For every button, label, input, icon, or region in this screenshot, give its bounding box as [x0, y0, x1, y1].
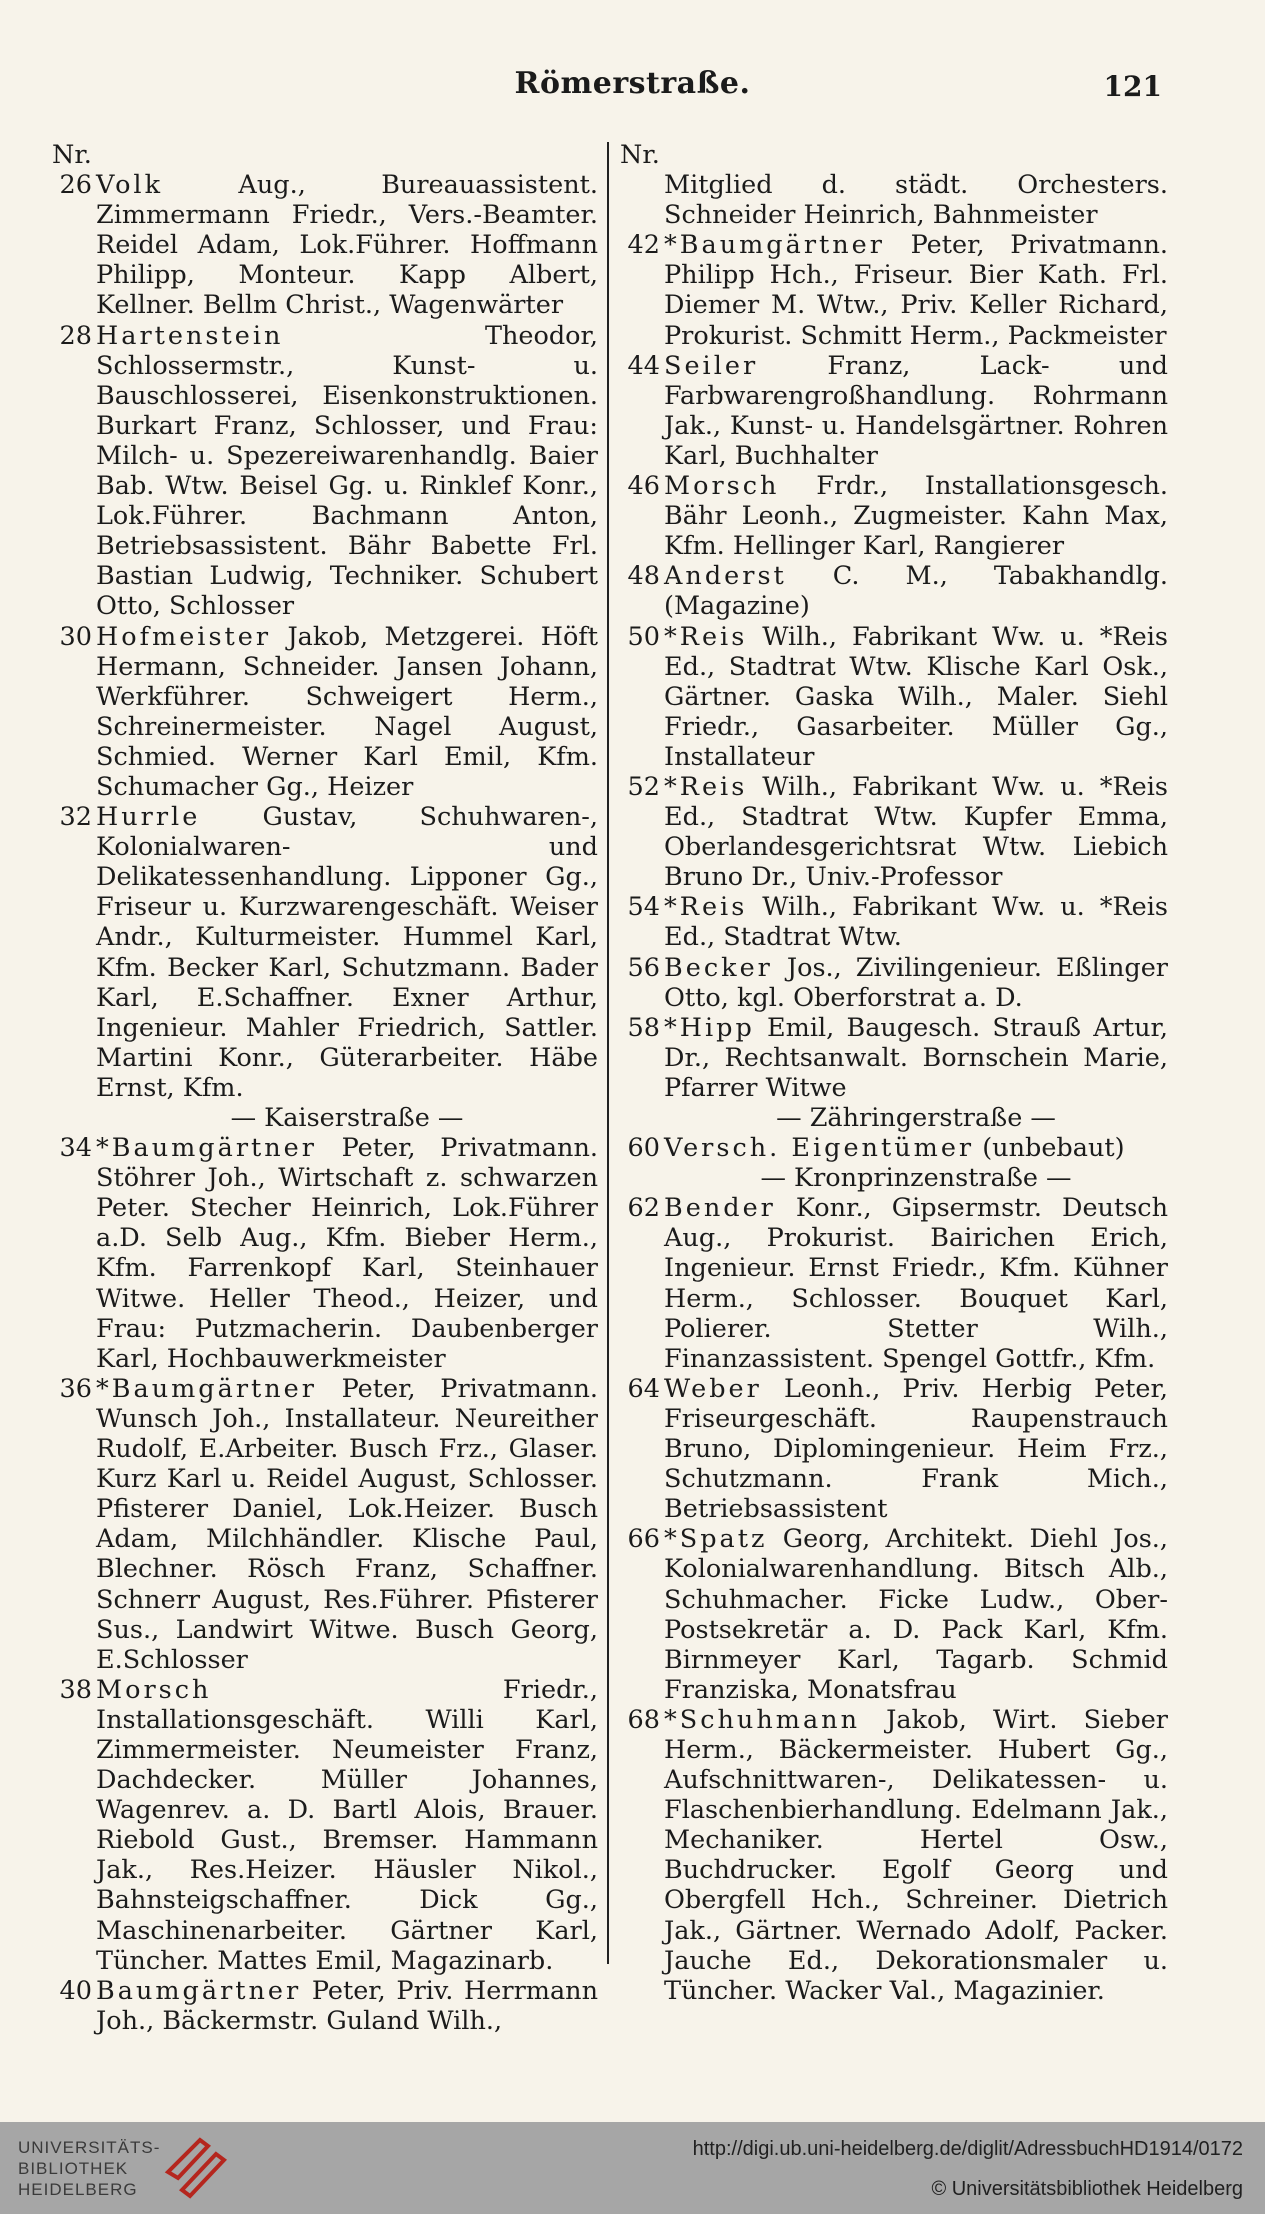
- logo-line: HEIDELBERG: [18, 2180, 138, 2199]
- address-entry: [620, 1133, 1168, 1163]
- address-entry: [620, 170, 1168, 230]
- owner-name: Versch. Eigentümer: [664, 1133, 975, 1164]
- residents-text: Jakob, Wirt. Sieber Herm., Bäckermeister. Hubert Gg., Aufschnittwaren-, Delikatessen- u. Flaschenbierhandlung. Edelmann Jak., Mechaniker. Hertel Osw., Buchdrucker. Egolf Georg und Obergfell Hch., Schreiner. Dietrich Jak., Gärtner. Wernado Adolf, Packer. Jauche Ed., Dekorationsmaler u. Tüncher. Wacker Val., Magazinier.: [664, 1704, 1168, 2006]
- house-number: 58: [627, 1012, 660, 1043]
- owner-name: *Baumgärtner: [664, 230, 885, 261]
- owner-name: Anderst: [664, 561, 787, 592]
- residents-text: Friedr., Installationsgeschäft. Willi Karl, Zimmermeister. Neumeister Franz, Dachdecker. Müller Johannes, Wagenrev. a. D. Bartl Alois, Brauer. Riebold Gust., Bremser. Hammann Jak., Res.Heizer. Häusler Nikol., Bahnsteigschaffner. Dick Gg., Maschinenarbeiter. Gärtner Karl, Tüncher. Mattes Emil, Magazinarb.: [96, 1674, 598, 1976]
- library-logo-text: [18, 2137, 160, 2200]
- residents-text: C. M., Tabakhandlg. (Magazine): [664, 561, 1168, 622]
- street-heading: — Kronprinzenstraße —: [760, 1163, 1072, 1194]
- residents-text: Franz, Lack- und Farbwarengroßhandlung. Rohrmann Jak., Kunst- u. Handelsgärtner. Rohren Karl, Buchhalter: [664, 350, 1168, 471]
- address-entry: [620, 892, 1168, 952]
- address-entry: [620, 351, 1168, 471]
- owner-name: *Reis: [664, 771, 748, 802]
- page-number: 121: [1103, 70, 1162, 103]
- owner-name: Hofmeister: [96, 621, 272, 652]
- library-logo-icon: [160, 2132, 232, 2204]
- address-entry: [52, 802, 598, 1103]
- address-entry: [52, 622, 598, 803]
- house-number: 54: [627, 892, 660, 923]
- residents-text: Jakob, Metzgerei. Höft Hermann, Schneider. Jansen Johann, Werkführer. Schweigert Herm., Schreinermeister. Nagel August, Schmied. Werner Karl Emil, Kfm. Schumacher Gg., Heizer: [96, 621, 598, 802]
- residents-text: Konr., Gipsermstr. Deutsch Aug., Prokurist. Bairichen Erich, Ingenieur. Ernst Friedr., Kfm. Kühner Herm., Schlosser. Bouquet Karl, Polierer. Stetter Wilh., Finanzassistent. Spengel Gottfr., Kfm.: [664, 1193, 1168, 1374]
- residents-text: (unbebaut): [974, 1133, 1125, 1164]
- address-entry: [620, 1193, 1168, 1374]
- owner-name: Hartenstein: [96, 320, 284, 351]
- owner-name: Becker: [664, 952, 773, 983]
- residents-text: Peter, Priv. Herrmann Joh., Bäckermstr. Guland Wilh.,: [96, 1975, 598, 2036]
- house-number: 32: [59, 802, 92, 833]
- owner-name: Seiler: [664, 350, 759, 381]
- address-entry: [52, 1374, 598, 1675]
- owner-name: *Hipp: [664, 1012, 755, 1043]
- house-number: 48: [627, 561, 660, 592]
- residents-text: Theodor, Schlossermstr., Kunst- u. Bauschlosserei, Eisenkonstruktionen. Burkart Franz, Schlosser, und Frau: Milch- u. Spezereiwarenhandlg. Baier Bab. Wtw. Beisel Gg. u. Rinklef Konr., Lok.Führer. Bachmann Anton, Betriebsassistent. Bähr Babette Frl. Bastian Ludwig, Techniker. Schubert Otto, Schlosser: [96, 320, 598, 622]
- residents-text: Wilh., Fabrikant Ww. u. *Reis Ed., Stadtrat Wtw. Kupfer Emma, Oberlandesgerichtsrat Wtw. Liebich Bruno Dr., Univ.-Professor: [664, 771, 1168, 893]
- owner-name: Bender: [664, 1193, 776, 1224]
- address-entry: [620, 953, 1168, 1013]
- street-heading: — Kaiserstraße —: [230, 1103, 464, 1133]
- address-entry: [620, 622, 1168, 772]
- residents-text: Wilh., Fabrikant Ww. u. *Reis Ed., Stadtrat Wtw. Klische Karl Osk., Gärtner. Gaska Wilh., Maler. Siehl Friedr., Gasarbeiter. Müller Gg., Installateur: [664, 621, 1168, 772]
- right-column: [620, 140, 1168, 2006]
- residents-text: Peter, Privatmann. Stöhrer Joh., Wirtschaft z. schwarzen Peter. Stecher Heinrich, Lok.Führer a.D. Selb Aug., Kfm. Bieber Herm., Kfm. Farrenkopf Karl, Steinhauer Witwe. Heller Theod., Heizer, und Frau: Putzmacherin. Daubenberger Karl, Hochbauwerkmeister: [96, 1133, 598, 1374]
- address-entry: [620, 561, 1168, 621]
- footer: [0, 2122, 1265, 2214]
- residents-text: Georg, Architekt. Diehl Jos., Kolonialwarenhandlung. Bitsch Alb., Schuhmacher. Ficke Ludw., Ober-Postsekretär a. D. Pack Karl, Kfm. Birnmeyer Karl, Tagarb. Schmid Franziska, Monatsfrau: [664, 1524, 1168, 1705]
- residents-text: Emil, Baugesch. Strauß Artur, Dr., Rechtsanwalt. Bornschein Marie, Pfarrer Witwe: [664, 1012, 1168, 1103]
- left-column: [52, 140, 598, 2036]
- nr-label: Nr.: [52, 140, 92, 170]
- owner-name: Weber: [664, 1373, 762, 1404]
- residents-text: Gustav, Schuhwaren-, Kolonialwaren- und Delikatessenhandlung. Lipponer Gg., Friseur u. Kurzwarengeschäft. Weiser Andr., Kulturmeister. Hummel Karl, Kfm. Becker Karl, Schutzmann. Bader Karl, E.Schaffner. Exner Arthur, Ingenieur. Mahler Friedrich, Sattler. Martini Konr., Güterarbeiter. Häbe Ernst, Kfm.: [96, 802, 598, 1103]
- house-number: 26: [59, 170, 92, 201]
- page-title: Römerstraße.: [514, 66, 751, 101]
- owner-name: *Baumgärtner: [96, 1373, 317, 1404]
- address-entry: [52, 170, 598, 320]
- address-entry: [620, 1013, 1168, 1103]
- house-number: 28: [59, 320, 92, 351]
- page-header: [0, 66, 1265, 116]
- address-entry: [620, 772, 1168, 892]
- source-url-link[interactable]: http://digi.ub.uni-heidelberg.de/diglit/AdressbuchHD1914/0172: [692, 2138, 1243, 2160]
- owner-name: *Baumgärtner: [96, 1133, 317, 1164]
- house-number: 44: [627, 350, 660, 381]
- house-number: 30: [59, 621, 92, 652]
- address-entry: [52, 1976, 598, 2036]
- owner-name: Volk: [96, 170, 164, 201]
- logo-line: BIBLIOTHEK: [18, 2159, 129, 2178]
- address-entry: [52, 321, 598, 622]
- house-number: 50: [627, 621, 660, 652]
- nr-label: Nr.: [620, 140, 660, 170]
- house-number: 38: [59, 1674, 92, 1705]
- house-number: 62: [627, 1193, 660, 1224]
- house-number: 34: [59, 1133, 92, 1164]
- address-entry: [52, 1675, 598, 1976]
- residents-text: Mitglied d. städt. Orchesters. Schneider Heinrich, Bahnmeister: [664, 170, 1168, 231]
- copyright-text: © Universitätsbibliothek Heidelberg: [931, 2178, 1243, 2200]
- residents-text: Wilh., Fabrikant Ww. u. *Reis Ed., Stadtrat Wtw.: [664, 892, 1168, 953]
- house-number: 42: [627, 230, 660, 261]
- address-entry: [620, 1374, 1168, 1524]
- owner-name: Hurrle: [96, 802, 201, 833]
- address-entry: [620, 230, 1168, 350]
- house-number: 60: [627, 1133, 660, 1164]
- street-heading: — Zähringerstraße —: [776, 1103, 1056, 1133]
- residents-text: Jos., Zivilingenieur. Eßlinger Otto, kgl. Oberforstrat a. D.: [664, 952, 1168, 1013]
- owner-name: Morsch: [96, 1674, 212, 1705]
- column-divider: [607, 142, 609, 1964]
- residents-text: Aug., Bureauassistent. Zimmermann Friedr., Vers.-Beamter. Reidel Adam, Lok.Führer. Hoffmann Philipp, Monteur. Kapp Albert, Kellner. Bellm Christ., Wagenwärter: [96, 170, 598, 321]
- house-number: 68: [627, 1704, 660, 1735]
- owner-name: *Reis: [664, 892, 748, 923]
- address-entry: [620, 471, 1168, 561]
- house-number: 40: [59, 1975, 92, 2006]
- address-entry: [620, 1524, 1168, 1705]
- logo-line: UNIVERSITÄTS-: [18, 2138, 161, 2157]
- house-number: 66: [627, 1524, 660, 1555]
- house-number: 46: [627, 471, 660, 502]
- residents-text: Leonh., Priv. Herbig Peter, Friseurgeschäft. Raupenstrauch Bruno, Diplomingenieur. Heim Frz., Schutzmann. Frank Mich., Betriebsassistent: [664, 1373, 1168, 1525]
- address-entry: [620, 1705, 1168, 2006]
- residents-text: Peter, Privatmann. Wunsch Joh., Installateur. Neureither Rudolf, E.Arbeiter. Busch Frz., Glaser. Kurz Karl u. Reidel August, Schlosser. Pfisterer Daniel, Lok.Heizer. Busch Adam, Milchhändler. Klische Paul, Blechner. Rösch Franz, Schaffner. Schnerr August, Res.Führer. Pfisterer Sus., Landwirt Witwe. Busch Georg, E.Schlosser: [96, 1373, 598, 1675]
- owner-name: *Reis: [664, 621, 748, 652]
- owner-name: *Spatz: [664, 1524, 768, 1555]
- house-number: 36: [59, 1373, 92, 1404]
- owner-name: Baumgärtner: [96, 1975, 302, 2006]
- house-number: 64: [627, 1373, 660, 1404]
- house-number: 56: [627, 952, 660, 983]
- owner-name: Morsch: [664, 471, 780, 502]
- address-entry: [52, 1133, 598, 1374]
- house-number: 52: [627, 771, 660, 802]
- residents-text: Peter, Privatmann. Philipp Hch., Friseur. Bier Kath. Frl. Diemer M. Wtw., Priv. Keller Richard, Prokurist. Schmitt Herm., Packmeister: [664, 230, 1168, 351]
- residents-text: Frdr., Installationsgesch. Bähr Leonh., Zugmeister. Kahn Max, Kfm. Hellinger Karl, Rangierer: [664, 471, 1168, 562]
- owner-name: *Schuhmann: [664, 1704, 860, 1735]
